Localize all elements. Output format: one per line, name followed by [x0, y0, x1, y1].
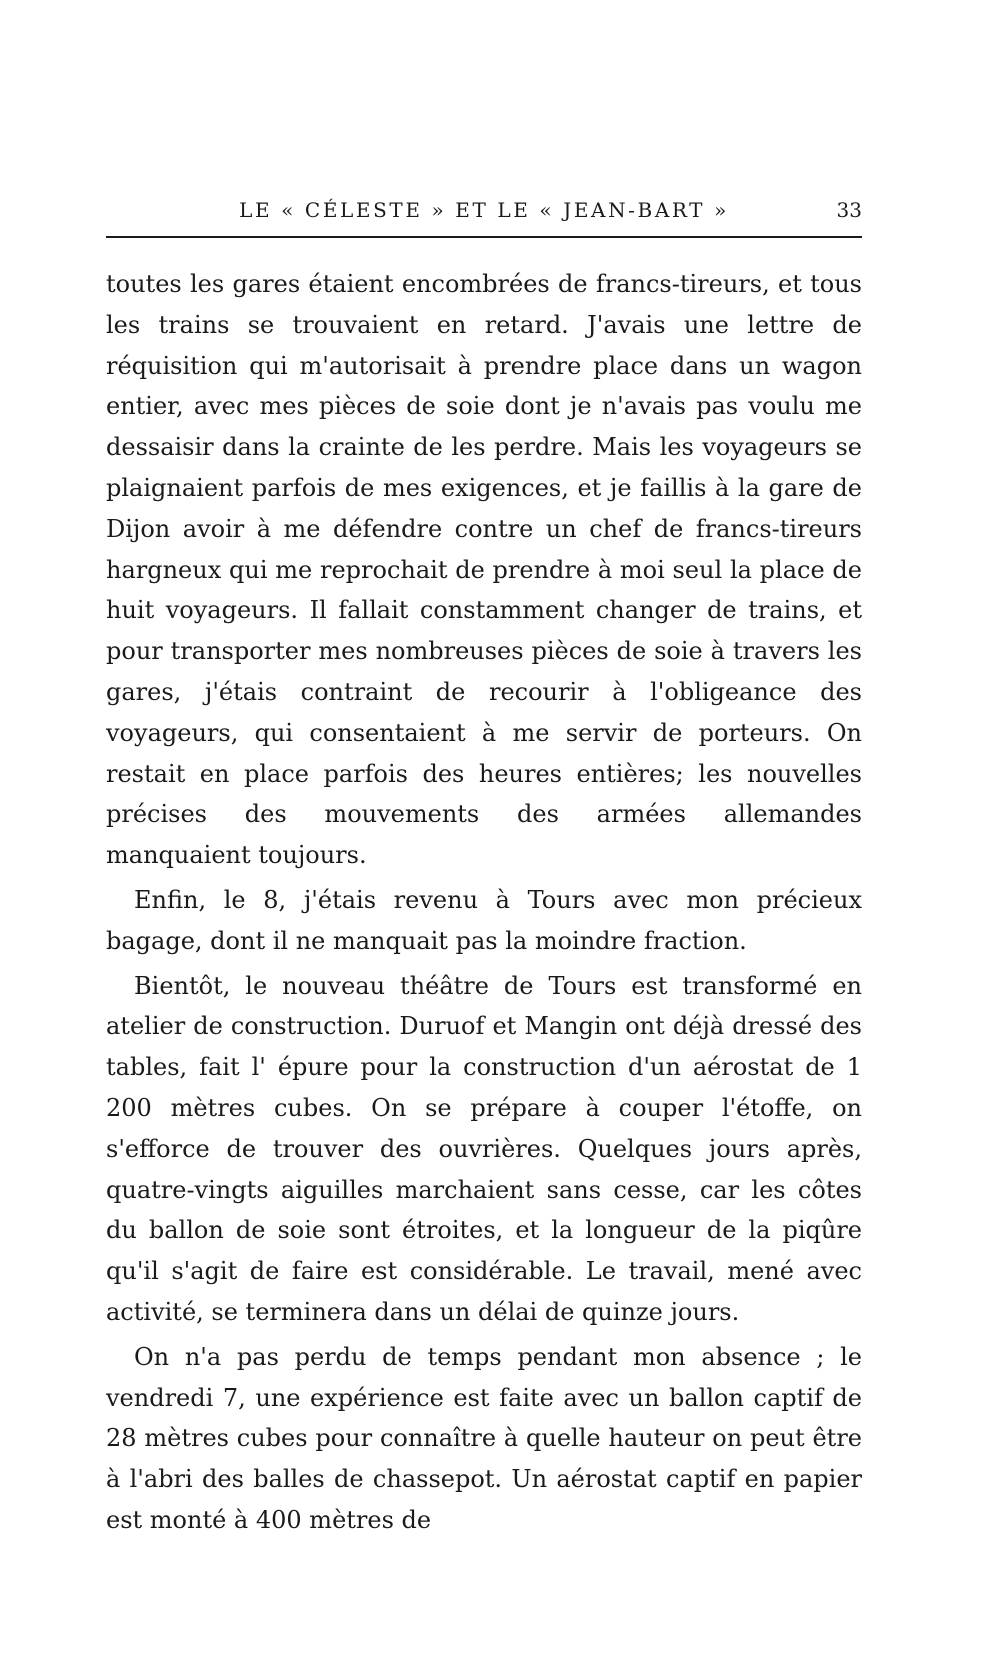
paragraph-captive-balloon: On n'a pas perdu de temps pendant mon absence ; le vendredi 7, une expérience est faite avec un ballon captif de 28 mètres cubes pour connaître à quelle hauteur on peut être à l'abri des balles de chassepot. Un aérostat captif en papier est monté à 400 mètres de: [106, 1342, 862, 1534]
body-text: [106, 264, 862, 1545]
running-head: [106, 192, 862, 232]
paragraph-workshop: Bientôt, le nouveau théâtre de Tours est transformé en atelier de construction. Duruof et Mangin ont déjà dressé des tables, fait l' épure pour la construction d'un aérostat de 1 200 mètres cubes. On se prépare à couper l'étoffe, on s'efforce de trouver des ouvrières. Quelques jours après, quatre-vingts aiguilles marchaient sans cesse, car les côtes du ballon de soie sont étroites, et la longueur de la piqûre qu'il s'agit de faire est considérable. Le travail, mené avec activité, se terminera dans un délai de quinze jours.: [106, 971, 862, 1326]
page-number: 33: [836, 198, 862, 222]
paragraph-continuation: toutes les gares étaient encombrées de francs-tireurs, et tous les trains se trouvaient en retard. J'avais une lettre de réquisition qui m'autorisait à prendre place dans un wagon entier, avec mes pièces de soie dont je n'avais pas voulu me dessaisir dans la crainte de les perdre. Mais les voyageurs se plaignaient parfois de mes exigences, et je faillis à la gare de Dijon avoir à me défendre contre un chef de francs-tireurs hargneux qui me reprochait de prendre à moi seul la place de huit voyageurs. Il fallait constamment changer de trains, et pour transporter mes nombreuses pièces de soie à travers les gares, j'étais contraint de recourir à l'obligeance des voyageurs, qui consentaient à me servir de porteurs. On restait en place parfois des heures entières; les nouvelles précises des mouvements des armées allemandes manquaient toujours.: [106, 270, 862, 870]
running-title: LE « CÉLESTE » ET LE « JEAN-BART »: [239, 198, 729, 222]
paragraph-return-to-tours: Enfin, le 8, j'étais revenu à Tours avec mon précieux bagage, dont il ne manquait pas la moindre fraction.: [106, 885, 862, 955]
header-rule: [106, 236, 862, 238]
